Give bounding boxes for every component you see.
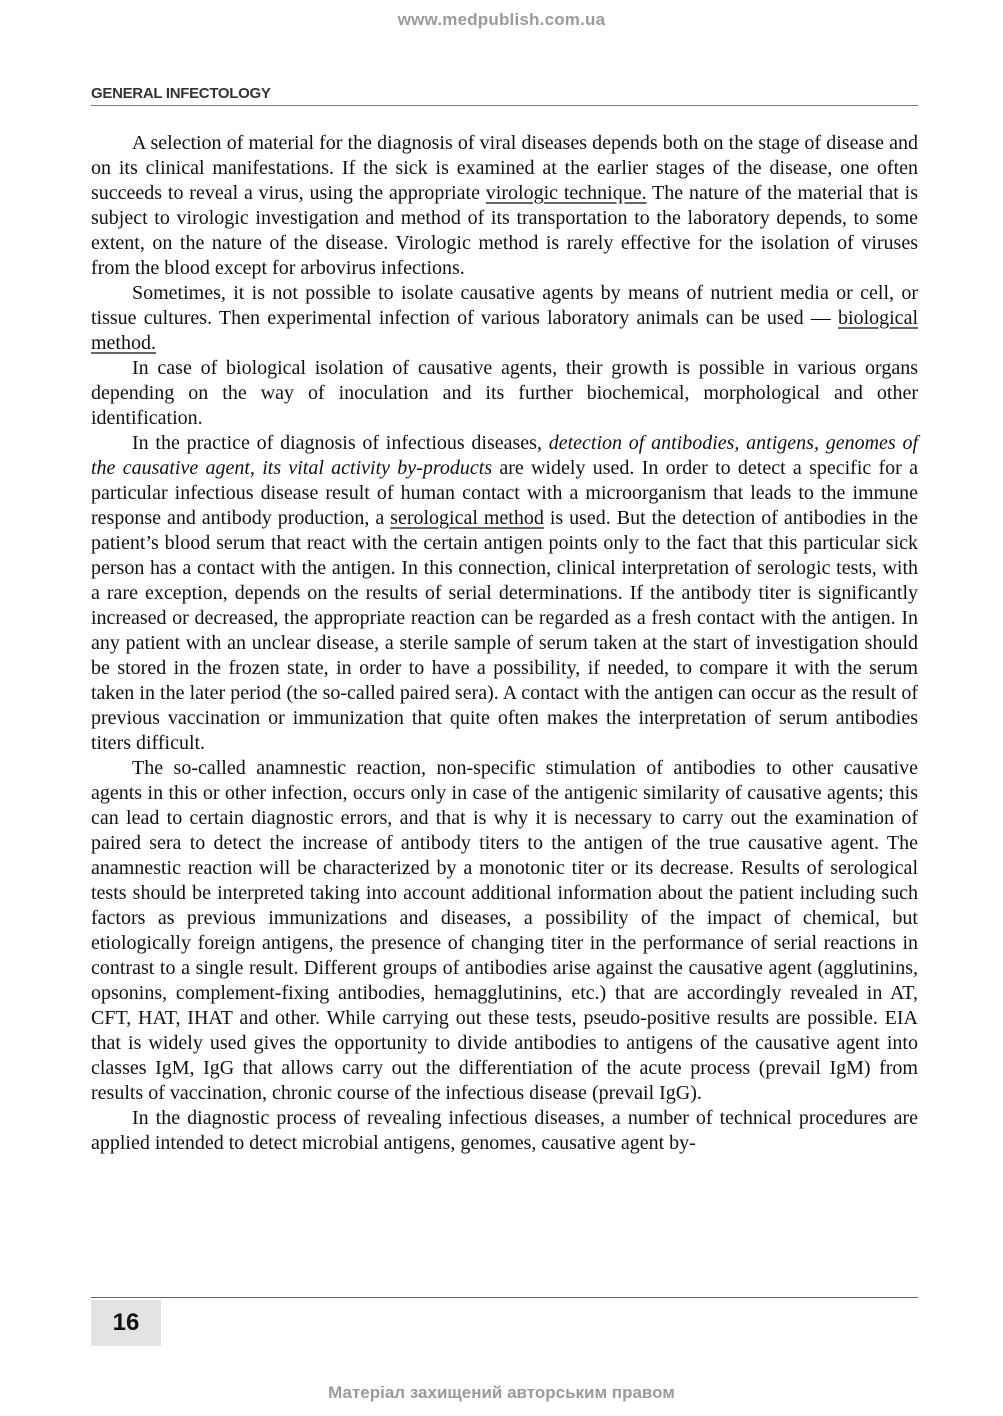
paragraph-3: In case of biological isolation of causative agents, their growth is possible in various organs depending on the way of inoculation and its further biochemical, morphological and other identification. <box>91 357 918 429</box>
link-virologic-technique[interactable]: virologic technique. <box>485 182 647 204</box>
paragraph-4 <box>91 431 918 756</box>
page-number: 16 <box>91 1300 161 1346</box>
paragraph-2 <box>91 281 918 356</box>
paragraph-1-text-b: The nature of the material that is subject to virologic investigation and method of its transportation to the laboratory depends, to some extent, on the nature of the disease. Virologic method is rarely effective for the isolation of viruses from the blood except for arbovirus infections. <box>91 182 918 279</box>
paragraph-4-text-b: are widely used. In order to detect a specific for a particular infectious disease result of human contact with a microorganism that leads to the immune response and antibody production, a <box>91 457 918 529</box>
running-head: GENERAL INFECTOLOGY <box>91 85 918 106</box>
copyright-note: Матеріал захищений авторським правом <box>328 1383 675 1402</box>
paragraph-2-text-a: Sometimes, it is not possible to isolate causative agents by means of nutrient media or cell, or tissue cultures. Then experimental infection of various laboratory animals can be used — <box>91 282 918 329</box>
link-serological-method[interactable]: serological method <box>390 507 544 529</box>
body-text <box>91 131 918 1156</box>
paragraph-6: In the diagnostic process of revealing infectious diseases, a number of technical procedures are applied intended to detect microbial antigens, genomes, causative agent by- <box>91 1107 918 1154</box>
paragraph-4-text-c: is used. But the detection of antibodies in the patient’s blood serum that react with the certain antigen points only to the fact that this particular sick person has a contact with the antigen. In this connection, clinical interpretation of serologic tests, with a rare exception, depends on the results of serial determinations. If the antibody titer is significantly increased or decreased, the appropriate reaction can be regarded as a fresh contact with the antigen. In any patient with an unclear disease, a sterile sample of serum taken at the start of investigation should be stored in the frozen state, in order to have a possibility, if needed, to compare it with the serum taken in the later period (the so-called paired sera). A contact with the antigen can occur as the result of previous vaccination or immunization that quite often makes the interpretation of serum antibodies titers difficult. <box>91 507 918 754</box>
paragraph-1 <box>91 131 918 281</box>
paragraph-5: The so-called anamnestic reaction, non-specific stimulation of antibodies to other causative agents in this or other infection, occurs only in case of the antigenic similarity of causative agents; this can lead to certain diagnostic errors, and that is why it is necessary to carry out the examination of paired sera to detect the increase of antibody titers to the antigen of the true causative agent. The anamnestic reaction will be characterized by a monotonic titer or its decrease. Results of serological tests should be interpreted taking into account additional information about the patient including such factors as previous immunizations and diseases, a possibility of the impact of chemical, but etiologically foreign antigens, the presence of changing titer in the performance of serial reactions in contrast to a single result. Different groups of antibodies arise against the causative agent (agglutinins, opsonins, complement-fixing antibodies, hemagglutinins, etc.) that are accordingly revealed in AT, CFT, HAT, IHAT and other. While carrying out these tests, pseudo-positive results are possible. EIA that is widely used gives the opportunity to divide antibodies to antigens of the causative agent into classes IgM, IgG that allows carry out the differentiation of the acute process (prevail IgM) from results of vaccination, chronic course of the infectious disease (prevail IgG). <box>91 757 918 1104</box>
footer-divider <box>91 1297 918 1298</box>
site-url: www.medpublish.com.ua <box>397 10 606 29</box>
paragraph-1-text-a: A selection of material for the diagnosis of viral diseases depends both on the stage of disease and on its clinical manifestations. If the sick is examined at the earlier stages of the disease, one often succeeds to reveal a virus, using the appropriate <box>91 132 918 204</box>
paragraph-4-italic: detection of antibodies, antigens, genomes of the causative agent, its vital activity by-products <box>91 432 919 479</box>
link-biological-method[interactable]: biological method. <box>91 307 918 354</box>
paragraph-4-text-a: In the practice of diagnosis of infectious diseases, <box>132 432 549 454</box>
